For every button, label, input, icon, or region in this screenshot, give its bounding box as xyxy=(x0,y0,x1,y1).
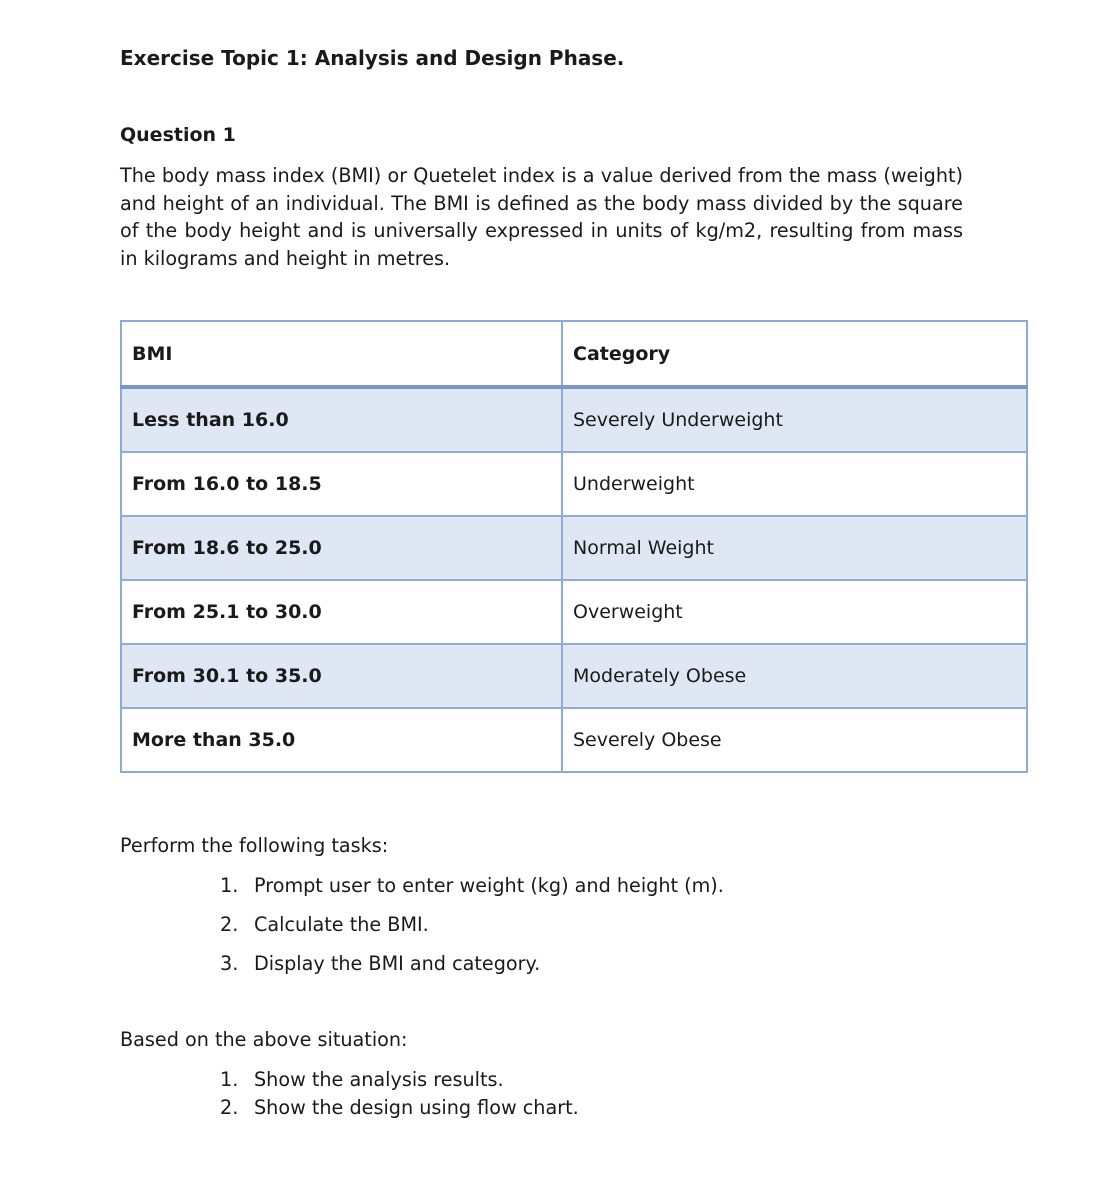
list-number: 2. xyxy=(220,913,239,936)
list-item xyxy=(220,1094,579,1122)
list-item-text: Calculate the BMI. xyxy=(254,913,429,936)
table-row xyxy=(121,644,1027,708)
category-cell: Severely Obese xyxy=(562,708,1027,772)
list-number: 1. xyxy=(220,874,239,897)
table-row xyxy=(121,452,1027,516)
list-number: 1. xyxy=(220,1068,239,1091)
situation-intro: Based on the above situation: xyxy=(120,1028,408,1051)
bmi-range-cell: From 25.1 to 30.0 xyxy=(121,580,562,644)
table-row xyxy=(121,387,1027,452)
category-cell: Moderately Obese xyxy=(562,644,1027,708)
list-item-text: Prompt user to enter weight (kg) and height (m). xyxy=(254,874,724,897)
list-item xyxy=(220,950,724,989)
list-item xyxy=(220,1066,579,1094)
tasks-intro: Perform the following tasks: xyxy=(120,834,389,857)
table-row xyxy=(121,708,1027,772)
table-row xyxy=(121,516,1027,580)
table-row xyxy=(121,580,1027,644)
bmi-range-cell: From 30.1 to 35.0 xyxy=(121,644,562,708)
list-item-text: Show the analysis results. xyxy=(254,1068,504,1091)
deliverables-list xyxy=(220,1066,579,1122)
tasks-list xyxy=(220,872,724,989)
category-column-header: Category xyxy=(562,321,1027,387)
category-cell: Severely Underweight xyxy=(562,387,1027,452)
category-cell: Overweight xyxy=(562,580,1027,644)
exercise-title: Exercise Topic 1: Analysis and Design Phase. xyxy=(120,46,625,70)
list-number: 2. xyxy=(220,1096,239,1119)
list-item-text: Show the design using flow chart. xyxy=(254,1096,579,1119)
question-text: The body mass index (BMI) or Quetelet index is a value derived from the mass (weight) and height of an individual. The BMI is defined as the body mass divided by the square of the body height and is universally expressed in units of kg/m2, resulting from mass in kilograms and height in metres. xyxy=(120,164,963,270)
bmi-range-cell: From 18.6 to 25.0 xyxy=(121,516,562,580)
bmi-range-cell: Less than 16.0 xyxy=(121,387,562,452)
bmi-range-cell: More than 35.0 xyxy=(121,708,562,772)
bmi-category-table xyxy=(120,320,1028,773)
category-cell: Normal Weight xyxy=(562,516,1027,580)
list-number: 3. xyxy=(220,952,239,975)
list-item xyxy=(220,911,724,950)
question-heading: Question 1 xyxy=(120,124,236,146)
bmi-column-header: BMI xyxy=(121,321,562,387)
list-item-text: Display the BMI and category. xyxy=(254,952,541,975)
bmi-range-cell: From 16.0 to 18.5 xyxy=(121,452,562,516)
table-header-row xyxy=(121,321,1027,387)
category-cell: Underweight xyxy=(562,452,1027,516)
list-item xyxy=(220,872,724,911)
